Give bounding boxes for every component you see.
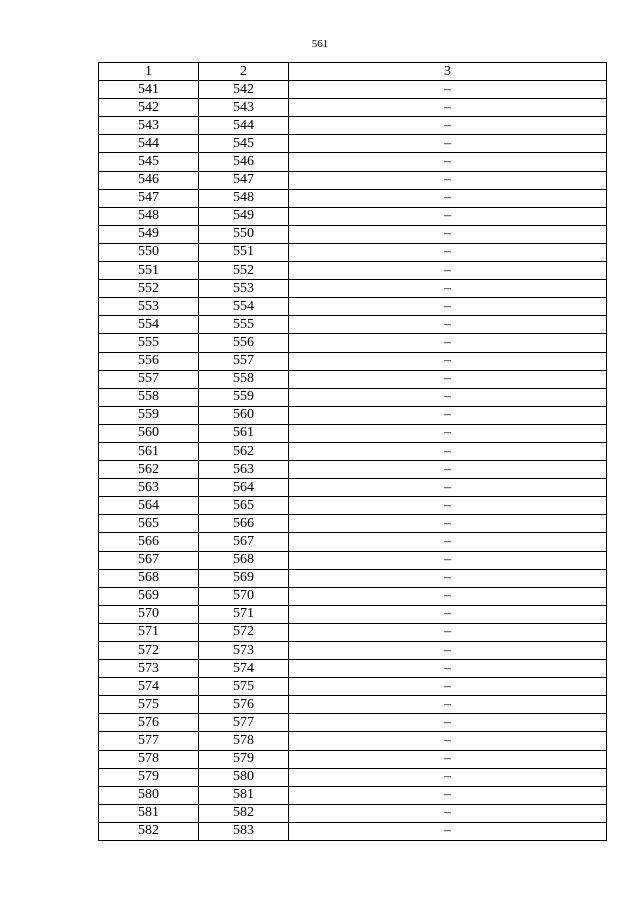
table-cell-col-1: 560 — [99, 424, 199, 442]
table-row — [99, 660, 607, 678]
table-cell-col-2: 569 — [199, 569, 289, 587]
table-cell-col-2: 570 — [199, 587, 289, 605]
table-cell-col-1: 548 — [99, 207, 199, 225]
table-cell-col-2: 549 — [199, 207, 289, 225]
table-row — [99, 533, 607, 551]
table-row — [99, 750, 607, 768]
table-cell-col-2: 552 — [199, 262, 289, 280]
table-cell-col-2: 542 — [199, 81, 289, 99]
table-cell-col-3: – — [289, 388, 607, 406]
table-cell-col-3: – — [289, 678, 607, 696]
table-row — [99, 732, 607, 750]
table-cell-col-2: 550 — [199, 225, 289, 243]
table-cell-col-3: – — [289, 569, 607, 587]
table-row — [99, 642, 607, 660]
table-cell-col-3: – — [289, 406, 607, 424]
table-row — [99, 262, 607, 280]
table-cell-col-1: 581 — [99, 804, 199, 822]
table-cell-col-3: – — [289, 153, 607, 171]
table-cell-col-2: 543 — [199, 99, 289, 117]
table-cell-col-1: 579 — [99, 768, 199, 786]
table-cell-col-3: – — [289, 479, 607, 497]
table-cell-col-3: – — [289, 298, 607, 316]
table-cell-col-2: 565 — [199, 497, 289, 515]
table-cell-col-2: 544 — [199, 117, 289, 135]
table-cell-col-1: 571 — [99, 623, 199, 641]
table-cell-col-1: 558 — [99, 388, 199, 406]
table-row — [99, 605, 607, 623]
table-cell-col-2: 567 — [199, 533, 289, 551]
column-header-1: 1 — [99, 63, 199, 81]
table-cell-col-2: 546 — [199, 153, 289, 171]
table-cell-col-3: – — [289, 424, 607, 442]
table-cell-col-1: 542 — [99, 99, 199, 117]
table-cell-col-2: 571 — [199, 605, 289, 623]
table-row — [99, 551, 607, 569]
table-header — [99, 63, 607, 81]
table-cell-col-3: – — [289, 225, 607, 243]
table-body — [99, 81, 607, 841]
table-cell-col-3: – — [289, 750, 607, 768]
table-cell-col-2: 555 — [199, 316, 289, 334]
table-cell-col-2: 573 — [199, 642, 289, 660]
table-cell-col-3: – — [289, 786, 607, 804]
table-cell-col-3: – — [289, 280, 607, 298]
table-cell-col-1: 549 — [99, 225, 199, 243]
table-row — [99, 569, 607, 587]
table-cell-col-3: – — [289, 696, 607, 714]
table-cell-col-2: 556 — [199, 334, 289, 352]
table-cell-col-3: – — [289, 461, 607, 479]
table-row — [99, 298, 607, 316]
table-cell-col-1: 567 — [99, 551, 199, 569]
table-row — [99, 153, 607, 171]
table-cell-col-3: – — [289, 207, 607, 225]
table-cell-col-2: 580 — [199, 768, 289, 786]
table-row — [99, 696, 607, 714]
table-row — [99, 424, 607, 442]
table-cell-col-1: 553 — [99, 298, 199, 316]
table-row — [99, 678, 607, 696]
table-cell-col-1: 545 — [99, 153, 199, 171]
table-cell-col-2: 554 — [199, 298, 289, 316]
header-row — [99, 63, 607, 81]
table-cell-col-1: 541 — [99, 81, 199, 99]
table-cell-col-3: – — [289, 189, 607, 207]
table-cell-col-1: 568 — [99, 569, 199, 587]
table-cell-col-2: 545 — [199, 135, 289, 153]
table-row — [99, 243, 607, 261]
table-cell-col-1: 578 — [99, 750, 199, 768]
table-row — [99, 171, 607, 189]
table-cell-col-2: 576 — [199, 696, 289, 714]
table-cell-col-1: 557 — [99, 370, 199, 388]
table-row — [99, 497, 607, 515]
table-cell-col-3: – — [289, 551, 607, 569]
table-cell-col-3: – — [289, 533, 607, 551]
table-cell-col-3: – — [289, 714, 607, 732]
table-cell-col-3: – — [289, 81, 607, 99]
table-cell-col-2: 566 — [199, 515, 289, 533]
table-cell-col-3: – — [289, 352, 607, 370]
table-cell-col-2: 548 — [199, 189, 289, 207]
table-row — [99, 406, 607, 424]
table-row — [99, 352, 607, 370]
table-cell-col-3: – — [289, 623, 607, 641]
table-cell-col-2: 563 — [199, 461, 289, 479]
table-row — [99, 117, 607, 135]
table-cell-col-2: 560 — [199, 406, 289, 424]
table-row — [99, 479, 607, 497]
table-cell-col-3: – — [289, 515, 607, 533]
table-row — [99, 316, 607, 334]
table-cell-col-1: 555 — [99, 334, 199, 352]
table-cell-col-2: 558 — [199, 370, 289, 388]
table-cell-col-1: 546 — [99, 171, 199, 189]
page-number: 561 — [311, 38, 329, 50]
table-row — [99, 99, 607, 117]
table-cell-col-1: 577 — [99, 732, 199, 750]
table-cell-col-3: – — [289, 768, 607, 786]
table-cell-col-3: – — [289, 442, 607, 460]
column-header-3: 3 — [289, 63, 607, 81]
table-row — [99, 370, 607, 388]
table-cell-col-2: 557 — [199, 352, 289, 370]
table-cell-col-3: – — [289, 660, 607, 678]
table-cell-col-2: 568 — [199, 551, 289, 569]
table-cell-col-2: 579 — [199, 750, 289, 768]
table-row — [99, 388, 607, 406]
table-cell-col-3: – — [289, 587, 607, 605]
table-cell-col-2: 578 — [199, 732, 289, 750]
table-row — [99, 714, 607, 732]
table-cell-col-2: 574 — [199, 660, 289, 678]
table-cell-col-2: 581 — [199, 786, 289, 804]
table-cell-col-3: – — [289, 135, 607, 153]
table-row — [99, 822, 607, 840]
table-cell-col-1: 569 — [99, 587, 199, 605]
table-cell-col-1: 580 — [99, 786, 199, 804]
table-cell-col-1: 543 — [99, 117, 199, 135]
table-cell-col-2: 583 — [199, 822, 289, 840]
table-row — [99, 207, 607, 225]
table-cell-col-3: – — [289, 243, 607, 261]
table-row — [99, 334, 607, 352]
table-cell-col-3: – — [289, 117, 607, 135]
table-row — [99, 442, 607, 460]
table-cell-col-2: 582 — [199, 804, 289, 822]
table-cell-col-3: – — [289, 804, 607, 822]
table-cell-col-1: 547 — [99, 189, 199, 207]
table-cell-col-1: 573 — [99, 660, 199, 678]
table-row — [99, 280, 607, 298]
table-cell-col-1: 559 — [99, 406, 199, 424]
column-header-2: 2 — [199, 63, 289, 81]
table-cell-col-1: 561 — [99, 442, 199, 460]
table-cell-col-3: – — [289, 171, 607, 189]
table-cell-col-2: 553 — [199, 280, 289, 298]
table-cell-col-1: 551 — [99, 262, 199, 280]
table-cell-col-2: 551 — [199, 243, 289, 261]
table-cell-col-3: – — [289, 316, 607, 334]
table-cell-col-3: – — [289, 99, 607, 117]
table-cell-col-1: 544 — [99, 135, 199, 153]
table-cell-col-2: 547 — [199, 171, 289, 189]
table-cell-col-2: 564 — [199, 479, 289, 497]
table-row — [99, 623, 607, 641]
data-table — [98, 62, 607, 841]
table-cell-col-1: 556 — [99, 352, 199, 370]
table-cell-col-1: 566 — [99, 533, 199, 551]
table-cell-col-1: 563 — [99, 479, 199, 497]
table-row — [99, 768, 607, 786]
table-cell-col-3: – — [289, 334, 607, 352]
table-cell-col-3: – — [289, 642, 607, 660]
table-cell-col-1: 552 — [99, 280, 199, 298]
table-cell-col-1: 570 — [99, 605, 199, 623]
table-cell-col-2: 559 — [199, 388, 289, 406]
table-cell-col-2: 572 — [199, 623, 289, 641]
table-cell-col-3: – — [289, 732, 607, 750]
table-cell-col-2: 561 — [199, 424, 289, 442]
table-row — [99, 587, 607, 605]
table-row — [99, 461, 607, 479]
table-cell-col-1: 554 — [99, 316, 199, 334]
table-cell-col-3: – — [289, 605, 607, 623]
table-row — [99, 804, 607, 822]
table-row — [99, 225, 607, 243]
table-cell-col-1: 565 — [99, 515, 199, 533]
table-cell-col-3: – — [289, 497, 607, 515]
table-cell-col-3: – — [289, 262, 607, 280]
table-row — [99, 81, 607, 99]
table-cell-col-1: 576 — [99, 714, 199, 732]
table-row — [99, 515, 607, 533]
table-cell-col-1: 575 — [99, 696, 199, 714]
table-cell-col-1: 564 — [99, 497, 199, 515]
table-cell-col-3: – — [289, 822, 607, 840]
table-row — [99, 189, 607, 207]
table-cell-col-3: – — [289, 370, 607, 388]
table-cell-col-1: 574 — [99, 678, 199, 696]
table-cell-col-2: 575 — [199, 678, 289, 696]
table-row — [99, 135, 607, 153]
table-cell-col-1: 572 — [99, 642, 199, 660]
table-cell-col-1: 550 — [99, 243, 199, 261]
table-row — [99, 786, 607, 804]
table-cell-col-2: 577 — [199, 714, 289, 732]
table-cell-col-2: 562 — [199, 442, 289, 460]
table-cell-col-1: 562 — [99, 461, 199, 479]
table-cell-col-1: 582 — [99, 822, 199, 840]
